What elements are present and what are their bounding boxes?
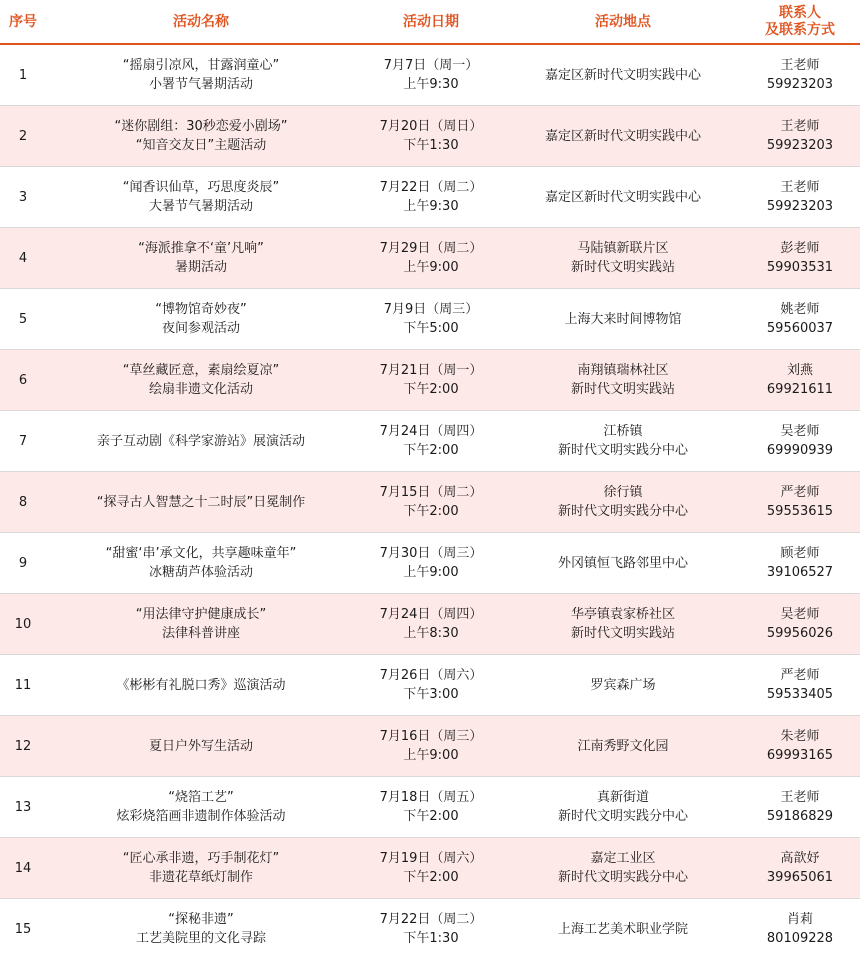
activity-name-line: “海派推拿不‘童’凡响” <box>46 239 356 258</box>
contact-cell <box>740 106 860 167</box>
header-contact <box>740 0 860 44</box>
contact-line: 朱老师 <box>740 727 860 746</box>
activity-date-line: 7月26日（周六） <box>356 666 506 685</box>
row-number-cell: 8 <box>0 472 46 533</box>
contact-line: 王老师 <box>740 117 860 136</box>
activity-date-line: 下午2:00 <box>356 807 506 826</box>
contact-cell <box>740 44 860 106</box>
activity-place-line: 新时代文明实践分中心 <box>506 807 740 826</box>
activity-place-cell <box>506 350 740 411</box>
activity-place-cell <box>506 655 740 716</box>
row-number-cell: 4 <box>0 228 46 289</box>
table-row <box>0 167 860 228</box>
activity-place-line: 上海工艺美术职业学院 <box>506 920 740 939</box>
activity-date-line: 7月22日（周二） <box>356 910 506 929</box>
activity-name-line: “用法律守护健康成长” <box>46 605 356 624</box>
activity-date-line: 上午9:30 <box>356 197 506 216</box>
activity-date-line: 7月18日（周五） <box>356 788 506 807</box>
activity-place-line: 江南秀野文化园 <box>506 737 740 756</box>
row-number-cell: 6 <box>0 350 46 411</box>
table-row <box>0 838 860 899</box>
header-contact-line1: 联系人 <box>740 5 860 22</box>
activity-date-cell <box>356 350 506 411</box>
activity-date-line: 下午1:30 <box>356 136 506 155</box>
table-body <box>0 44 860 959</box>
activity-place-line: 马陆镇新联片区 <box>506 239 740 258</box>
activity-place-cell <box>506 838 740 899</box>
row-number-cell: 11 <box>0 655 46 716</box>
row-number-cell: 7 <box>0 411 46 472</box>
row-number-cell: 3 <box>0 167 46 228</box>
activity-date-cell <box>356 228 506 289</box>
activity-name-line: 炫彩烧箔画非遗制作体验活动 <box>46 807 356 826</box>
contact-line: 59903531 <box>740 258 860 277</box>
activity-date-line: 上午9:00 <box>356 563 506 582</box>
activity-name-line: “甜蜜‘串’承文化，共享趣味童年” <box>46 544 356 563</box>
contact-line: 59956026 <box>740 624 860 643</box>
header-no: 序号 <box>0 0 46 44</box>
activity-place-line: 华亭镇袁家桥社区 <box>506 605 740 624</box>
contact-line: 80109228 <box>740 929 860 948</box>
contact-cell <box>740 716 860 777</box>
activity-place-line: 新时代文明实践站 <box>506 258 740 277</box>
contact-line: 刘燕 <box>740 361 860 380</box>
activity-name-cell <box>46 533 356 594</box>
activity-place-cell <box>506 44 740 106</box>
activity-name-cell <box>46 838 356 899</box>
activity-name-line: “烧箔工艺” <box>46 788 356 807</box>
table-row <box>0 350 860 411</box>
table-row <box>0 106 860 167</box>
activity-place-line: 真新街道 <box>506 788 740 807</box>
contact-line: 彭老师 <box>740 239 860 258</box>
contact-cell <box>740 838 860 899</box>
activity-date-cell <box>356 533 506 594</box>
activity-name-cell <box>46 716 356 777</box>
activity-date-line: 上午8:30 <box>356 624 506 643</box>
activity-place-line: 南翔镇瑞林社区 <box>506 361 740 380</box>
activity-place-cell <box>506 167 740 228</box>
contact-cell <box>740 594 860 655</box>
activity-name-line: 夏日户外写生活动 <box>46 737 356 756</box>
row-number-cell: 12 <box>0 716 46 777</box>
contact-line: 59533405 <box>740 685 860 704</box>
activity-date-line: 下午5:00 <box>356 319 506 338</box>
row-number-cell: 13 <box>0 777 46 838</box>
activity-place-line: 罗宾森广场 <box>506 676 740 695</box>
activity-date-line: 下午3:00 <box>356 685 506 704</box>
activity-place-line: 徐行镇 <box>506 483 740 502</box>
header-contact-line2: 及联系方式 <box>740 22 860 39</box>
activity-date-line: 7月30日（周三） <box>356 544 506 563</box>
activity-date-cell <box>356 44 506 106</box>
table-row <box>0 899 860 959</box>
activity-date-line: 下午2:00 <box>356 380 506 399</box>
activity-name-cell <box>46 44 356 106</box>
activity-date-line: 下午1:30 <box>356 929 506 948</box>
activity-date-cell <box>356 106 506 167</box>
contact-line: 39106527 <box>740 563 860 582</box>
contact-line: 肖莉 <box>740 910 860 929</box>
activity-place-line: 江桥镇 <box>506 422 740 441</box>
activity-place-cell <box>506 899 740 959</box>
activity-place-cell <box>506 533 740 594</box>
activity-place-line: 外冈镇恒飞路邻里中心 <box>506 554 740 573</box>
row-number-cell: 14 <box>0 838 46 899</box>
activity-date-cell <box>356 838 506 899</box>
activity-date-line: 下午2:00 <box>356 441 506 460</box>
activity-name-line: 绘扇非遗文化活动 <box>46 380 356 399</box>
activity-date-cell <box>356 472 506 533</box>
activity-date-line: 上午9:00 <box>356 746 506 765</box>
activity-date-line: 上午9:00 <box>356 258 506 277</box>
contact-cell <box>740 289 860 350</box>
activity-place-line: 新时代文明实践站 <box>506 380 740 399</box>
activity-name-line: 大暑节气暑期活动 <box>46 197 356 216</box>
contact-line: 王老师 <box>740 56 860 75</box>
table-row <box>0 594 860 655</box>
activity-name-cell <box>46 350 356 411</box>
activity-date-cell <box>356 655 506 716</box>
activity-place-cell <box>506 472 740 533</box>
activity-date-line: 7月19日（周六） <box>356 849 506 868</box>
contact-cell <box>740 411 860 472</box>
table-header-row <box>0 0 860 44</box>
activity-date-line: 下午2:00 <box>356 868 506 887</box>
contact-cell <box>740 655 860 716</box>
activity-name-line: “博物馆奇妙夜” <box>46 300 356 319</box>
activity-date-line: 上午9:30 <box>356 75 506 94</box>
activity-date-line: 7月20日（周日） <box>356 117 506 136</box>
contact-cell <box>740 228 860 289</box>
activity-name-line: “迷你剧组：30秒恋爱小剧场” <box>46 117 356 136</box>
activity-name-line: 夜间参观活动 <box>46 319 356 338</box>
table-row <box>0 44 860 106</box>
table-row <box>0 289 860 350</box>
activity-place-cell <box>506 411 740 472</box>
activity-date-cell <box>356 899 506 959</box>
activity-place-cell <box>506 777 740 838</box>
activity-name-cell <box>46 289 356 350</box>
activity-name-cell <box>46 899 356 959</box>
activity-place-line: 嘉定区新时代文明实践中心 <box>506 127 740 146</box>
table-row <box>0 533 860 594</box>
row-number-cell: 5 <box>0 289 46 350</box>
activity-date-line: 7月29日（周二） <box>356 239 506 258</box>
activity-date-line: 下午2:00 <box>356 502 506 521</box>
activity-name-cell <box>46 777 356 838</box>
contact-line: 59560037 <box>740 319 860 338</box>
activity-place-cell <box>506 594 740 655</box>
contact-cell <box>740 350 860 411</box>
activity-name-cell <box>46 411 356 472</box>
activity-name-line: “闻香识仙草，巧思度炎辰” <box>46 178 356 197</box>
activity-date-cell <box>356 777 506 838</box>
activity-name-cell <box>46 106 356 167</box>
activity-name-line: “摇扇引凉风，甘露润童心” <box>46 56 356 75</box>
activity-date-line: 7月24日（周四） <box>356 422 506 441</box>
activity-place-line: 上海大来时间博物馆 <box>506 310 740 329</box>
contact-line: 69990939 <box>740 441 860 460</box>
contact-line: 39965061 <box>740 868 860 887</box>
activity-place-cell <box>506 289 740 350</box>
contact-line: 顾老师 <box>740 544 860 563</box>
activity-name-cell <box>46 228 356 289</box>
activity-place-line: 新时代文明实践分中心 <box>506 441 740 460</box>
table-row <box>0 716 860 777</box>
header-date: 活动日期 <box>356 0 506 44</box>
activity-date-line: 7月24日（周四） <box>356 605 506 624</box>
row-number-cell: 10 <box>0 594 46 655</box>
contact-cell <box>740 777 860 838</box>
table-row <box>0 472 860 533</box>
activity-place-line: 新时代文明实践站 <box>506 624 740 643</box>
activity-place-cell <box>506 716 740 777</box>
contact-cell <box>740 533 860 594</box>
contact-line: 吴老师 <box>740 422 860 441</box>
contact-line: 69993165 <box>740 746 860 765</box>
activity-place-line: 嘉定区新时代文明实践中心 <box>506 188 740 207</box>
row-number-cell: 15 <box>0 899 46 959</box>
contact-line: 王老师 <box>740 788 860 807</box>
activity-place-line: 嘉定工业区 <box>506 849 740 868</box>
activity-name-line: “匠心承非遗，巧手制花灯” <box>46 849 356 868</box>
activity-name-line: 亲子互动剧《科学家游站》展演活动 <box>46 432 356 451</box>
contact-line: 59186829 <box>740 807 860 826</box>
activity-place-line: 新时代文明实践分中心 <box>506 502 740 521</box>
activity-date-cell <box>356 594 506 655</box>
row-number-cell: 2 <box>0 106 46 167</box>
contact-line: 69921611 <box>740 380 860 399</box>
contact-line: 59923203 <box>740 197 860 216</box>
activity-date-line: 7月22日（周二） <box>356 178 506 197</box>
activity-name-line: “知音交友日”主题活动 <box>46 136 356 155</box>
activity-name-line: “草丝藏匠意，素扇绘夏凉” <box>46 361 356 380</box>
contact-line: 姚老师 <box>740 300 860 319</box>
activity-date-line: 7月16日（周三） <box>356 727 506 746</box>
contact-cell <box>740 167 860 228</box>
contact-line: 59923203 <box>740 75 860 94</box>
activity-date-cell <box>356 167 506 228</box>
activity-name-line: 冰糖葫芦体验活动 <box>46 563 356 582</box>
activity-name-line: 暑期活动 <box>46 258 356 277</box>
activity-place-line: 新时代文明实践分中心 <box>506 868 740 887</box>
activity-place-cell <box>506 228 740 289</box>
activity-place-cell <box>506 106 740 167</box>
activity-date-cell <box>356 411 506 472</box>
activity-date-line: 7月7日（周一） <box>356 56 506 75</box>
activity-name-line: 法律科普讲座 <box>46 624 356 643</box>
activity-name-line: 工艺美院里的文化寻踪 <box>46 929 356 948</box>
activity-date-line: 7月21日（周一） <box>356 361 506 380</box>
table-row <box>0 228 860 289</box>
activity-name-line: “探秘非遗” <box>46 910 356 929</box>
activity-name-cell <box>46 167 356 228</box>
activity-date-cell <box>356 289 506 350</box>
contact-line: 严老师 <box>740 483 860 502</box>
row-number-cell: 1 <box>0 44 46 106</box>
activity-date-line: 7月9日（周三） <box>356 300 506 319</box>
contact-line: 59923203 <box>740 136 860 155</box>
table-row <box>0 777 860 838</box>
contact-cell <box>740 472 860 533</box>
contact-cell <box>740 899 860 959</box>
activity-name-line: 非遗花草纸灯制作 <box>46 868 356 887</box>
activity-name-cell <box>46 655 356 716</box>
contact-line: 严老师 <box>740 666 860 685</box>
activity-name-cell <box>46 594 356 655</box>
table-row <box>0 411 860 472</box>
header-place: 活动地点 <box>506 0 740 44</box>
header-name: 活动名称 <box>46 0 356 44</box>
activity-name-line: 小署节气暑期活动 <box>46 75 356 94</box>
activity-name-line: “探寻古人智慧之十二时辰”日冕制作 <box>46 493 356 512</box>
activity-date-line: 7月15日（周二） <box>356 483 506 502</box>
activity-name-cell <box>46 472 356 533</box>
contact-line: 王老师 <box>740 178 860 197</box>
activity-name-line: 《彬彬有礼脱口秀》巡演活动 <box>46 676 356 695</box>
contact-line: 59553615 <box>740 502 860 521</box>
activity-place-line: 嘉定区新时代文明实践中心 <box>506 66 740 85</box>
activity-date-cell <box>356 716 506 777</box>
row-number-cell: 9 <box>0 533 46 594</box>
table-row <box>0 655 860 716</box>
contact-line: 高歆妤 <box>740 849 860 868</box>
contact-line: 吴老师 <box>740 605 860 624</box>
